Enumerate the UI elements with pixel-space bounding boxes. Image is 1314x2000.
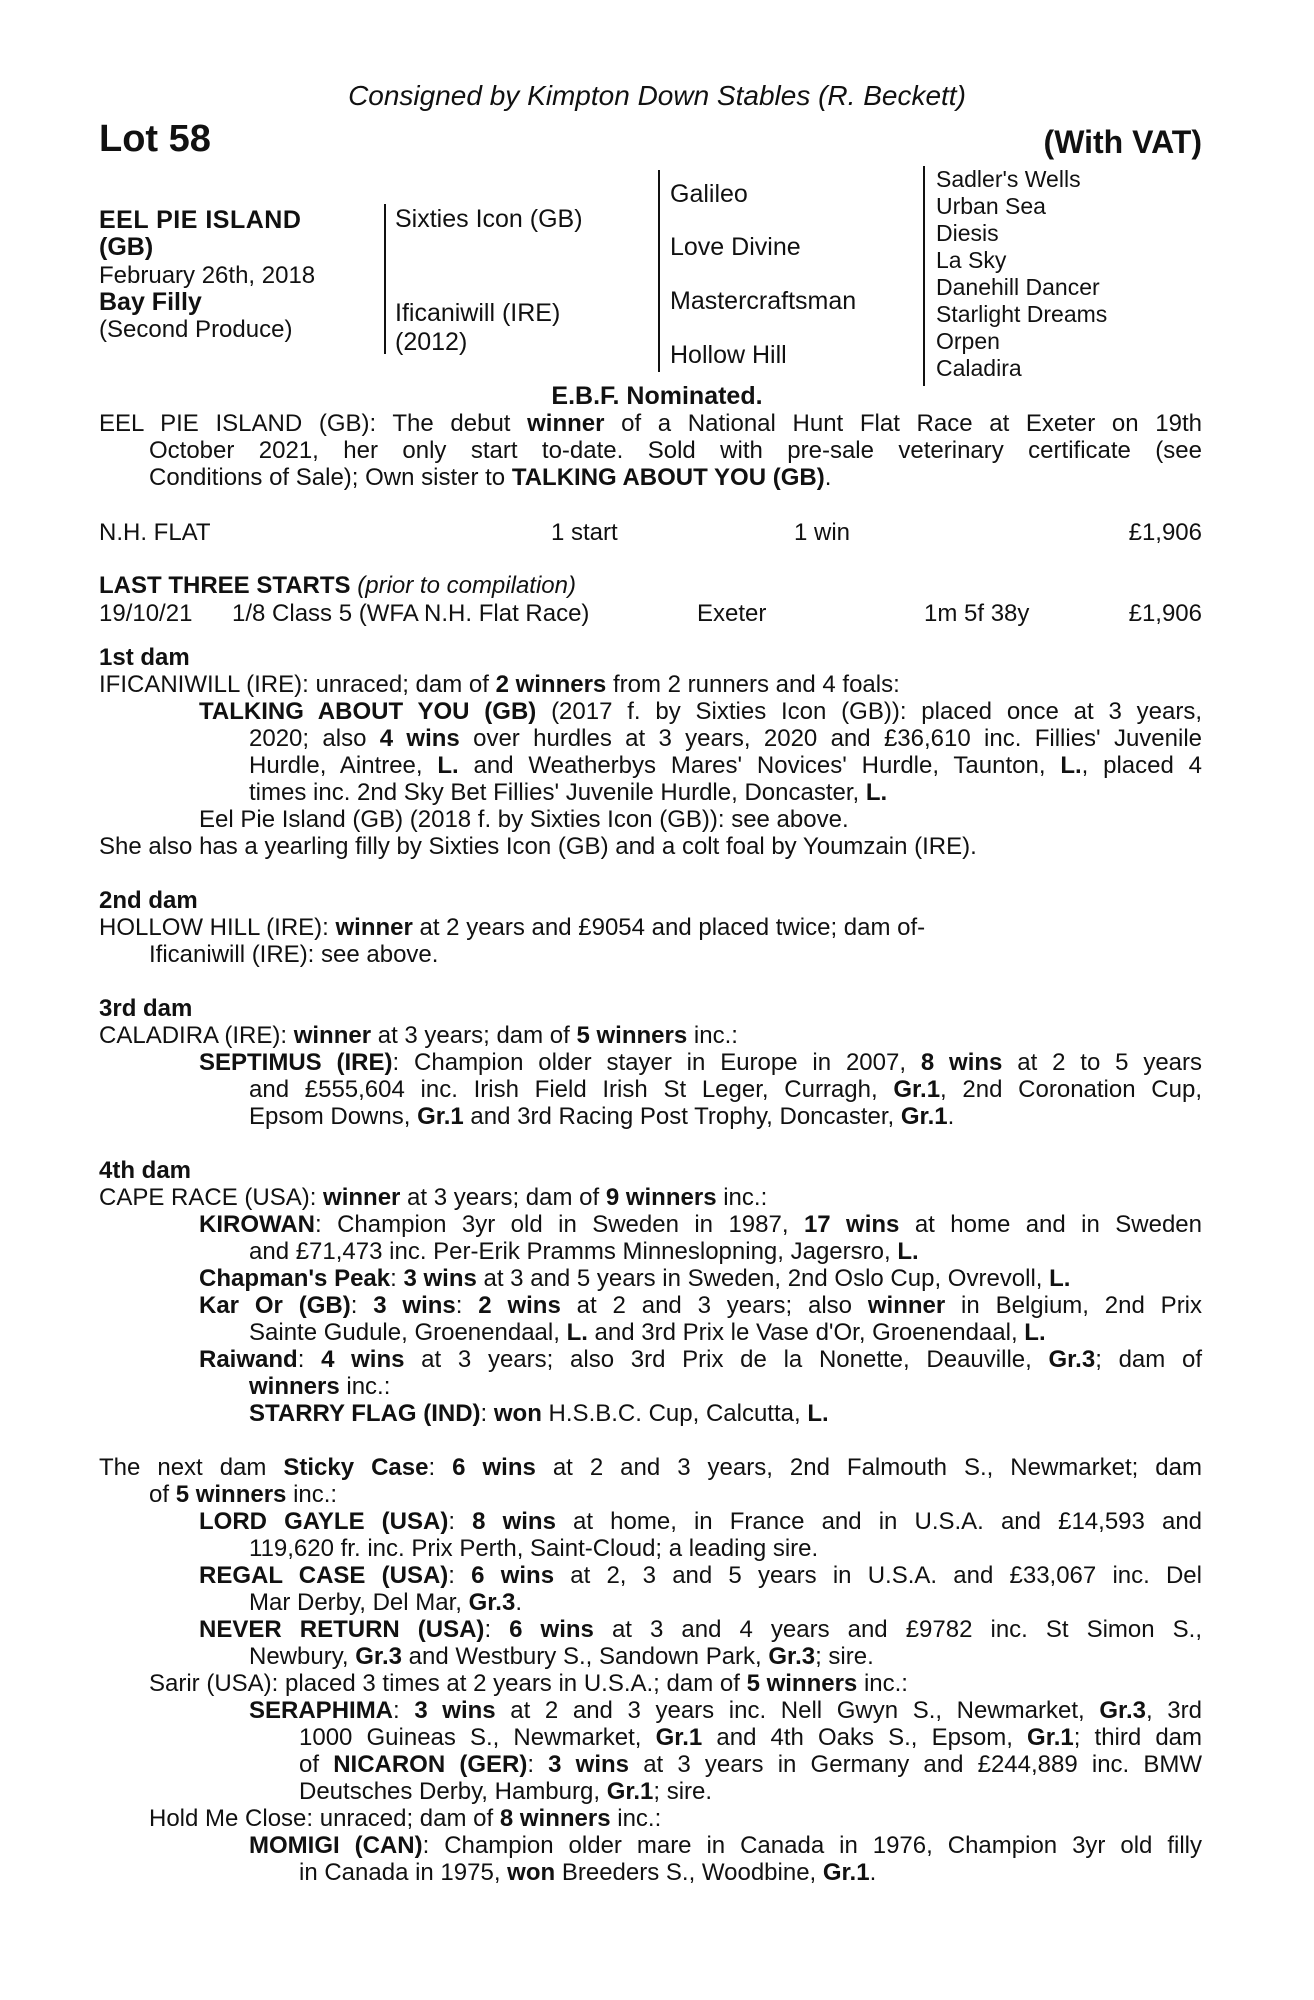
pedigree-divider bbox=[923, 166, 925, 386]
first-dam-line: Hurdle, Aintree, L. and Weatherbys Mares' Novices' Hurdle, Taunton, L., placed 4 bbox=[249, 752, 1203, 779]
next-dam-line: REGAL CASE (USA): 6 wins at 2, 3 and 5 years in U.S.A. and £33,067 inc. Del bbox=[199, 1562, 1202, 1589]
granddam-maternal: Hollow Hill bbox=[670, 341, 787, 369]
start-race: 1/8 Class 5 (WFA N.H. Flat Race) bbox=[232, 600, 590, 627]
next-dam-line: NEVER RETURN (USA): 6 wins at 3 and 4 years and £9782 inc. St Simon S., bbox=[199, 1616, 1203, 1643]
next-dam-line: 119,620 fr. inc. Prix Perth, Saint-Cloud; a leading sire. bbox=[249, 1535, 819, 1562]
next-dam-line: Mar Derby, Del Mar, Gr.3. bbox=[249, 1589, 522, 1616]
lot-number: Lot 58 bbox=[99, 118, 211, 160]
next-dam-line: SERAPHIMA: 3 wins at 2 and 3 years inc. Nell Gwyn S., Newmarket, Gr.3, 3rd bbox=[249, 1697, 1202, 1724]
third-dam-line: SEPTIMUS (IRE): Champion older stayer in Europe in 2007, 8 wins at 2 to 5 years bbox=[199, 1049, 1203, 1076]
first-dam-line: TALKING ABOUT YOU (GB) (2017 f. by Sixties Icon (GB)): placed once at 3 years, bbox=[199, 698, 1202, 725]
next-dam-line: Newbury, Gr.3 and Westbury S., Sandown Park, Gr.3; sire. bbox=[249, 1643, 874, 1670]
ebf-nominated: E.B.F. Nominated. bbox=[551, 382, 763, 410]
great-grandparent: Orpen bbox=[936, 328, 1000, 354]
pedigree-divider bbox=[658, 170, 660, 372]
grandsire-maternal: Mastercraftsman bbox=[670, 287, 857, 315]
next-dam-paragraph bbox=[99, 1454, 1202, 1886]
next-dam-line: of NICARON (GER): 3 wins at 3 years in Germany and £244,889 inc. BMW bbox=[299, 1751, 1203, 1778]
great-grandparent: Starlight Dreams bbox=[936, 301, 1108, 327]
horse-name-suffix: (GB) bbox=[99, 233, 154, 261]
sire: Sixties Icon (GB) bbox=[395, 205, 583, 233]
horse-sex-colour: Bay Filly bbox=[99, 288, 202, 316]
fourth-dam-line: Kar Or (GB): 3 wins: 2 wins at 2 and 3 years; also winner in Belgium, 2nd Prix bbox=[199, 1292, 1203, 1319]
second-dam-heading: 2nd dam bbox=[99, 887, 198, 914]
next-dam-line: Hold Me Close: unraced; dam of 8 winners inc.: bbox=[149, 1805, 662, 1832]
dam-year: (2012) bbox=[395, 328, 468, 356]
produce-note: (Second Produce) bbox=[99, 316, 293, 343]
fourth-dam-line: KIROWAN: Champion 3yr old in Sweden in 1987, 17 wins at home and in Sweden bbox=[199, 1211, 1203, 1238]
record-starts: 1 start bbox=[551, 519, 618, 546]
consignor-line: Consigned by Kimpton Down Stables (R. Beckett) bbox=[348, 80, 966, 111]
first-dam-heading: 1st dam bbox=[99, 644, 190, 671]
fourth-dam-line: Chapman's Peak: 3 wins at 3 and 5 years in Sweden, 2nd Oslo Cup, Ovrevoll, L. bbox=[199, 1265, 1071, 1292]
third-dam-paragraph bbox=[99, 1022, 1202, 1130]
great-grandparent: Sadler's Wells bbox=[936, 166, 1081, 192]
fourth-dam-line: winners inc.: bbox=[249, 1373, 391, 1400]
first-dam-line: 2020; also 4 wins over hurdles at 3 years, 2020 and £36,610 inc. Fillies' Juvenile bbox=[249, 725, 1203, 752]
foaling-date: February 26th, 2018 bbox=[99, 262, 316, 289]
pedigree-divider bbox=[384, 204, 386, 354]
last-starts-heading: LAST THREE STARTS (prior to compilation) bbox=[99, 572, 576, 599]
fourth-dam-line: Sainte Gudule, Groenendaal, L. and 3rd Prix le Vase d'Or, Groenendaal, L. bbox=[249, 1319, 1046, 1346]
record-earnings: £1,906 bbox=[1128, 519, 1202, 546]
next-dam-line: Sarir (USA): placed 3 times at 2 years in U.S.A.; dam of 5 winners inc.: bbox=[149, 1670, 908, 1697]
next-dam-line: of 5 winners inc.: bbox=[149, 1481, 338, 1508]
first-dam-line: Eel Pie Island (GB) (2018 f. by Sixties Icon (GB)): see above. bbox=[199, 806, 849, 833]
fourth-dam-line: Raiwand: 4 wins at 3 years; also 3rd Prix de la Nonette, Deauville, Gr.3; dam of bbox=[199, 1346, 1202, 1373]
next-dam-line: LORD GAYLE (USA): 8 wins at home, in France and in U.S.A. and £14,593 and bbox=[199, 1508, 1203, 1535]
grandsire-paternal: Galileo bbox=[670, 180, 748, 208]
vat-status: (With VAT) bbox=[1043, 124, 1202, 160]
fourth-dam-line: STARRY FLAG (IND): won H.S.B.C. Cup, Calcutta, L. bbox=[249, 1400, 829, 1427]
first-dam-line: She also has a yearling filly by Sixties Icon (GB) and a colt foal by Youmzain (IRE). bbox=[99, 833, 977, 860]
intro-paragraph bbox=[99, 410, 1202, 491]
horse-name: EEL PIE ISLAND bbox=[99, 206, 302, 234]
record-wins: 1 win bbox=[794, 519, 851, 546]
next-dam-line: in Canada in 1975, won Breeders S., Woodbine, Gr.1. bbox=[299, 1859, 877, 1886]
second-dam-line: Ificaniwill (IRE): see above. bbox=[149, 941, 439, 968]
great-grandparent: Diesis bbox=[936, 220, 999, 246]
first-dam-line: times inc. 2nd Sky Bet Fillies' Juvenile Hurdle, Doncaster, L. bbox=[249, 779, 888, 806]
great-grandparent: Caladira bbox=[936, 355, 1022, 381]
intro-line: EEL PIE ISLAND (GB): The debut winner of a National Hunt Flat Race at Exeter on 19th bbox=[99, 410, 1202, 437]
second-dam-paragraph bbox=[99, 914, 1202, 968]
start-distance: 1m 5f 38y bbox=[924, 600, 1030, 627]
next-dam-line: The next dam Sticky Case: 6 wins at 2 and 3 years, 2nd Falmouth S., Newmarket; dam bbox=[99, 1454, 1202, 1481]
fourth-dam-paragraph bbox=[99, 1184, 1202, 1427]
third-dam-line: and £555,604 inc. Irish Field Irish St Leger, Curragh, Gr.1, 2nd Coronation Cup, bbox=[249, 1076, 1202, 1103]
second-dam-line: HOLLOW HILL (IRE): winner at 2 years and £9054 and placed twice; dam of- bbox=[99, 914, 926, 941]
intro-line: October 2021, her only start to-date. Sold with pre-sale veterinary certificate (see bbox=[149, 437, 1202, 464]
start-prize: £1,906 bbox=[1128, 600, 1202, 627]
next-dam-line: 1000 Guineas S., Newmarket, Gr.1 and 4th Oaks S., Epsom, Gr.1; third dam bbox=[299, 1724, 1203, 1751]
intro-line: Conditions of Sale); Own sister to TALKING ABOUT YOU (GB). bbox=[149, 464, 832, 491]
start-course: Exeter bbox=[697, 600, 767, 627]
first-dam-line: IFICANIWILL (IRE): unraced; dam of 2 winners from 2 runners and 4 foals: bbox=[99, 671, 900, 698]
great-grandparent: Urban Sea bbox=[936, 193, 1046, 219]
record-type: N.H. FLAT bbox=[99, 519, 211, 546]
fourth-dam-line: and £71,473 inc. Per-Erik Pramms Minneslopning, Jagersro, L. bbox=[249, 1238, 919, 1265]
next-dam-line: MOMIGI (CAN): Champion older mare in Canada in 1976, Champion 3yr old filly bbox=[249, 1832, 1203, 1859]
third-dam-line: CALADIRA (IRE): winner at 3 years; dam of 5 winners inc.: bbox=[99, 1022, 738, 1049]
great-grandparent: Danehill Dancer bbox=[936, 274, 1100, 300]
fourth-dam-heading: 4th dam bbox=[99, 1157, 192, 1184]
first-dam-paragraph bbox=[99, 671, 1202, 860]
dam: Ificaniwill (IRE) bbox=[395, 299, 561, 327]
fourth-dam-line: CAPE RACE (USA): winner at 3 years; dam of 9 winners inc.: bbox=[99, 1184, 768, 1211]
next-dam-line: Deutsches Derby, Hamburg, Gr.1; sire. bbox=[299, 1778, 713, 1805]
third-dam-line: Epsom Downs, Gr.1 and 3rd Racing Post Trophy, Doncaster, Gr.1. bbox=[249, 1103, 955, 1130]
start-date: 19/10/21 bbox=[99, 600, 193, 627]
great-grandparent: La Sky bbox=[936, 247, 1007, 273]
granddam-paternal: Love Divine bbox=[670, 233, 801, 261]
third-dam-heading: 3rd dam bbox=[99, 995, 193, 1022]
